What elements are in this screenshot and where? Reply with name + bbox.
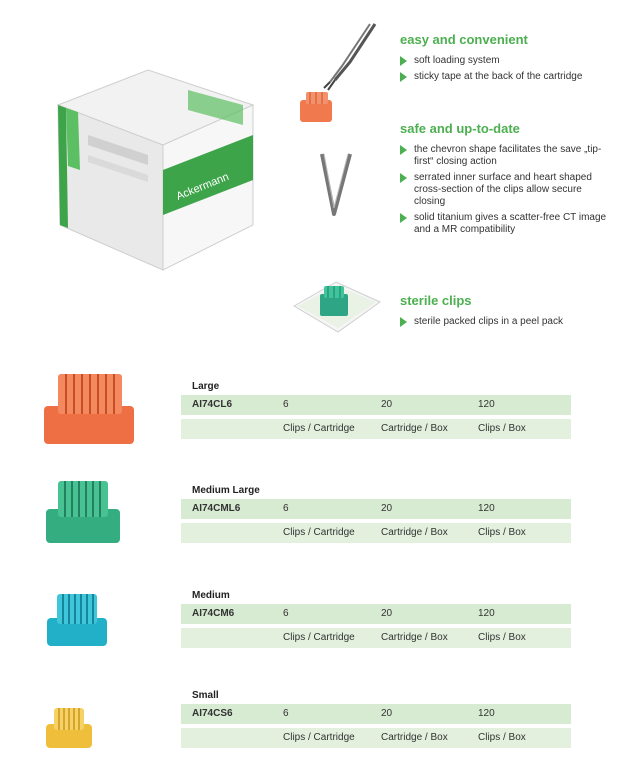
product-size-label: Large [192, 381, 220, 392]
unit-total: Clips / Box [478, 732, 526, 743]
qty-total: 120 [478, 503, 495, 514]
feature-bullet: serrated inner surface and heart shaped cross-section of the clips allow secure closing [400, 172, 615, 208]
qty-total: 120 [478, 608, 495, 619]
medium-clip-cartridge-image [44, 590, 110, 650]
large-clip-cartridge-image [40, 368, 138, 448]
unit-cartridges: Cartridge / Box [381, 527, 448, 538]
article-number: AI74CML6 [192, 503, 241, 514]
qty-total: 120 [478, 708, 495, 719]
article-number: AI74CS6 [192, 708, 233, 719]
product-unit-row [181, 728, 571, 748]
clip-applier-forceps-image [290, 22, 380, 132]
product-code-row [181, 395, 571, 415]
qty-total: 120 [478, 399, 495, 410]
product-code-row [181, 499, 571, 519]
product-unit-row [181, 419, 571, 439]
product-code-row [181, 704, 571, 724]
product-size-label: Small [192, 690, 219, 701]
bullet-arrow-icon [400, 72, 407, 82]
feature-easy-convenient [400, 32, 615, 87]
qty-cartridges: 20 [381, 503, 393, 514]
chevron-clip-image [316, 150, 356, 220]
product-box-image [38, 50, 268, 280]
unit-cartridges: Cartridge / Box [381, 732, 448, 743]
feature-bullet: soft loading system [400, 55, 615, 67]
feature-bullet: sterile packed clips in a peel pack [400, 316, 615, 328]
qty-clips: 6 [283, 399, 289, 410]
feature-bullet: the chevron shape facilitates the save „tip-first“ closing action [400, 144, 615, 168]
product-unit-row [181, 523, 571, 543]
unit-cartridges: Cartridge / Box [381, 632, 448, 643]
product-unit-row [181, 628, 571, 648]
bullet-arrow-icon [400, 317, 407, 327]
bullet-arrow-icon [400, 173, 407, 183]
feature-title: easy and convenient [400, 32, 528, 47]
box-brand-label: Ackermann [174, 170, 231, 203]
bullet-arrow-icon [400, 56, 407, 66]
feature-title: sterile clips [400, 293, 472, 308]
unit-total: Clips / Box [478, 423, 526, 434]
feature-bullet: sticky tape at the back of the cartridge [400, 71, 615, 83]
product-size-label: Medium Large [192, 485, 260, 496]
qty-cartridges: 20 [381, 399, 393, 410]
qty-cartridges: 20 [381, 608, 393, 619]
feature-safe-up-to-date [400, 121, 615, 240]
bullet-arrow-icon [400, 213, 407, 223]
small-clip-cartridge-image [44, 704, 94, 750]
article-number: AI74CL6 [192, 399, 233, 410]
unit-clips: Clips / Cartridge [283, 632, 355, 643]
peel-pack-image [290, 276, 382, 338]
unit-cartridges: Cartridge / Box [381, 423, 448, 434]
qty-clips: 6 [283, 503, 289, 514]
product-code-row [181, 604, 571, 624]
feature-bullet: solid titanium gives a scatter-free CT image and a MR compatibility [400, 212, 615, 236]
medium-large-clip-cartridge-image [42, 475, 124, 547]
qty-cartridges: 20 [381, 708, 393, 719]
product-size-label: Medium [192, 590, 230, 601]
qty-clips: 6 [283, 608, 289, 619]
feature-sterile-clips [400, 293, 615, 332]
unit-total: Clips / Box [478, 527, 526, 538]
unit-clips: Clips / Cartridge [283, 732, 355, 743]
unit-total: Clips / Box [478, 632, 526, 643]
qty-clips: 6 [283, 708, 289, 719]
unit-clips: Clips / Cartridge [283, 423, 355, 434]
article-number: AI74CM6 [192, 608, 235, 619]
bullet-arrow-icon [400, 145, 407, 155]
feature-title: safe and up-to-date [400, 121, 520, 136]
unit-clips: Clips / Cartridge [283, 527, 355, 538]
